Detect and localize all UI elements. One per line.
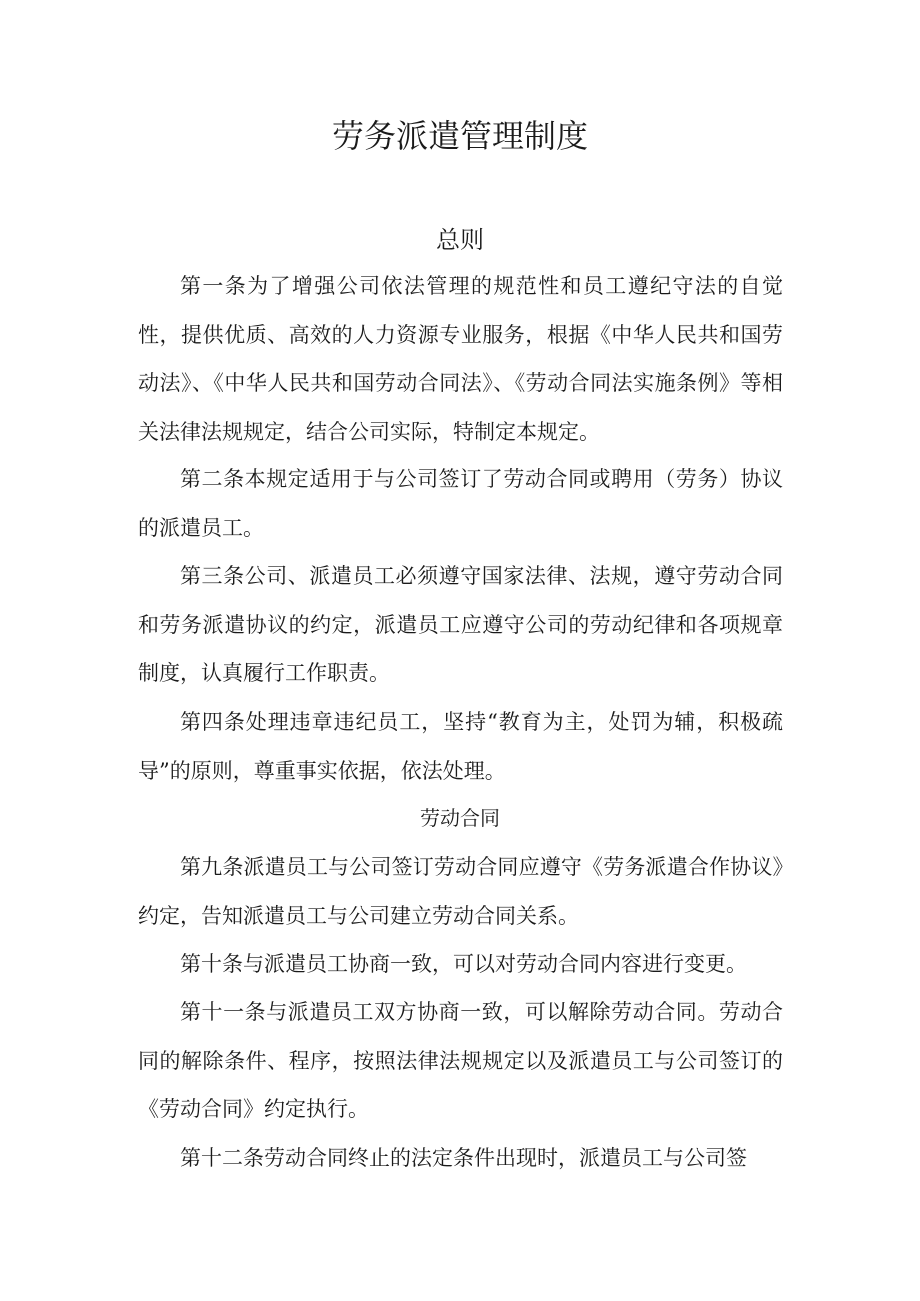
article-11: 第十一条与派遣员工双方协商一致，可以解除劳动合同。劳动合同的解除条件、程序，按照法律法规规定以及派遣员工与公司签订的《劳动合同》约定执行。 [138,1000,783,1121]
article-4: 第四条处理违章违纪员工，坚持“教育为主，处罚为辅，积极疏导”的原则，尊重事实依据，依法处理。 [138,710,783,783]
article-2: 第二条本规定适用于与公司签订了劳动合同或聘用（劳务）协议的派遣员工。 [138,467,783,540]
article-3: 第三条公司、派遣员工必须遵守国家法律、法规，遵守劳动合同和劳务派遣协议的约定，派遣员工应遵守公司的劳动纪律和各项规章制度，认真履行工作职责。 [138,564,783,685]
article-10: 第十条与派遣员工协商一致，可以对劳动合同内容进行变更。 [180,952,747,976]
section-heading-general: 总则 [436,226,484,254]
section-heading-labor-contract: 劳动合同 [420,806,500,830]
article-12: 第十二条劳动合同终止的法定条件出现时，派遣员工与公司签 [180,1146,747,1170]
article-9: 第九条派遣员工与公司签订劳动合同应遵守《劳务派遣合作协议》约定，告知派遣员工与公司建立劳动合同关系。 [138,855,783,928]
article-1: 第一条为了增强公司依法管理的规范性和员工遵纪守法的自觉性，提供优质、高效的人力资源专业服务，根据《中华人民共和国劳动法》、《中华人民共和国劳动合同法》、《劳动合同法实施条例》等相关法律法规规定，结合公司实际，特制定本规定。 [138,274,783,444]
document-title: 劳务派遣管理制度 [331,117,588,155]
